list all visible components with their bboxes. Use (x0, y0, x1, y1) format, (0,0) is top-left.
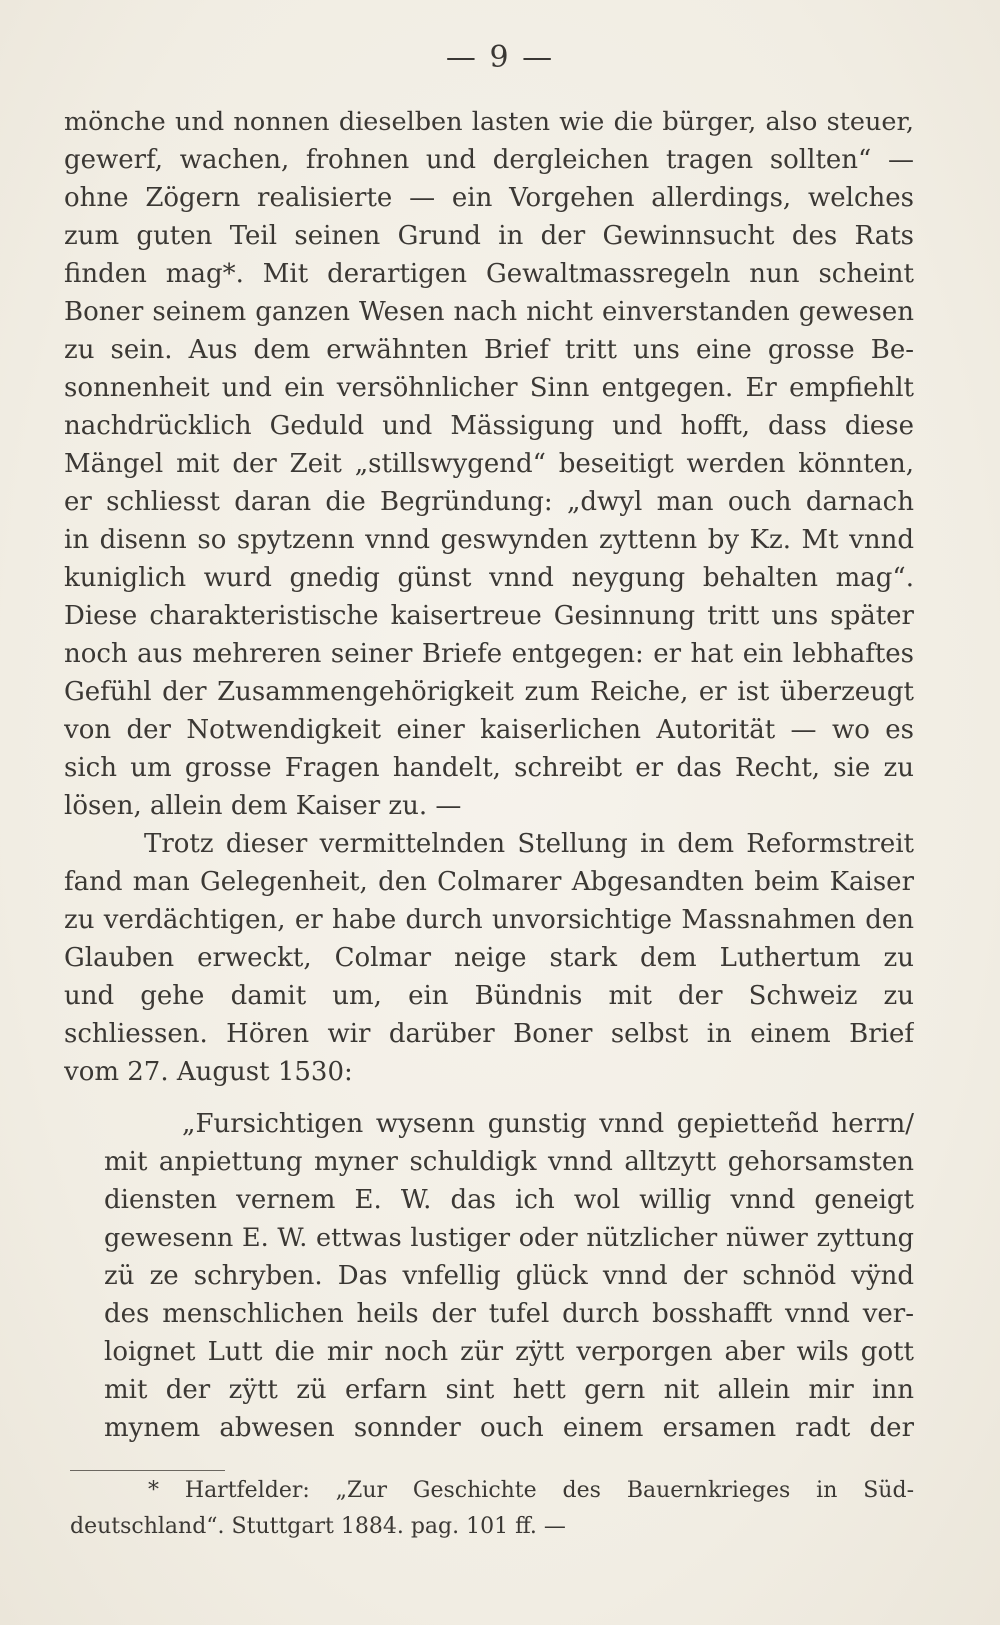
text-line: von der Notwendigkeit einer kaiserlichen Autorität — wo es (64, 715, 914, 745)
page-number: — 9 — (445, 40, 555, 75)
text-line: sich um grosse Fragen handelt, schreibt er das Recht, sie zu (64, 753, 914, 783)
text-line: zum guten Teil seinen Grund in der Gewinnsucht des Rats (64, 221, 914, 251)
text-line: Mängel mit der Zeit „stillswygend“ beseitigt werden könnten, (64, 449, 914, 479)
text-line: gewerf, wachen, frohnen und dergleichen tragen sollten“ — (64, 145, 914, 175)
footnote-line: deutschland“. Stuttgart 1884. pag. 101 ff. — (70, 1514, 566, 1539)
text-line: noch aus mehreren seiner Briefe entgegen: er hat ein lebhaftes (64, 639, 914, 669)
text-line: schliessen. Hören wir darüber Boner selbst in einem Brief (64, 1019, 914, 1049)
text-line: finden mag*. Mit derartigen Gewaltmassregeln nun scheint (64, 259, 914, 289)
quote-line: mynem abwesen sonnder ouch einem ersamen radt der (104, 1413, 914, 1443)
text-line: er schliesst daran die Begründung: „dwyl man ouch darnach (64, 487, 914, 517)
text-line: und gehe damit um, ein Bündnis mit der Schweiz zu (64, 981, 914, 1011)
text-line: Trotz dieser vermittelnden Stellung in dem Reformstreit (144, 829, 914, 859)
quote-line: gewesenn E. W. ettwas lustiger oder nützlicher nüwer zyttung (104, 1223, 914, 1253)
text-line: in disenn so spytzenn vnnd geswynden zyttenn by Kz. Mt vnnd (64, 525, 914, 555)
quote-line: mit der zÿtt zü erfarn sint hett gern nit allein mir inn (104, 1375, 914, 1405)
text-line: lösen, allein dem Kaiser zu. — (64, 791, 462, 821)
text-line: Glauben erweckt, Colmar neige stark dem Luthertum zu (64, 943, 914, 973)
text-line: fand man Gelegenheit, den Colmarer Abgesandten beim Kaiser (64, 867, 914, 897)
quote-line: zü ze schryben. Das vnfellig glück vnnd der schnöd vÿnd (104, 1261, 914, 1291)
quote-line: mit anpiettung myner schuldigk vnnd alltzytt gehorsamsten (104, 1147, 914, 1177)
text-line: vom 27. August 1530: (64, 1057, 353, 1087)
text-line: sonnenheit und ein versöhnlicher Sinn entgegen. Er empfiehlt (64, 373, 914, 403)
quote-line: „Fursichtigen wysenn gunstig vnnd gepietteñd herrn/ (182, 1109, 914, 1139)
footnote-line: * Hartfelder: „Zur Geschichte des Bauernkrieges in Süd- (148, 1478, 914, 1503)
text-line: ohne Zögern realisierte — ein Vorgehen allerdings, welches (64, 183, 914, 213)
text-line: zu sein. Aus dem erwähnten Brief tritt uns eine grosse Be- (64, 335, 914, 365)
text-line: mönche und nonnen dieselben lasten wie die bürger, also steuer, (64, 107, 914, 137)
quote-line: des menschlichen heils der tufel durch bosshafft vnnd ver- (104, 1299, 914, 1329)
text-line: Diese charakteristische kaisertreue Gesinnung tritt uns später (64, 601, 914, 631)
text-line: zu verdächtigen, er habe durch unvorsichtige Massnahmen den (64, 905, 914, 935)
text-line: nachdrücklich Geduld und Mässigung und hofft, dass diese (64, 411, 914, 441)
text-line: Gefühl der Zusammengehörigkeit zum Reiche, er ist überzeugt (64, 677, 914, 707)
quote-line: diensten vernem E. W. das ich wol willig vnnd geneigt (104, 1185, 914, 1215)
block-quote (104, 1105, 914, 1447)
footnote-divider (70, 1470, 225, 1471)
quote-line: loignet Lutt die mir noch zür zÿtt verporgen aber wils gott (104, 1337, 914, 1367)
text-line: Boner seinem ganzen Wesen nach nicht einverstanden gewesen (64, 297, 914, 327)
text-line: kuniglich wurd gnedig günst vnnd neygung behalten mag“. (64, 563, 914, 593)
footnote (70, 1473, 914, 1545)
main-text (64, 103, 914, 1091)
